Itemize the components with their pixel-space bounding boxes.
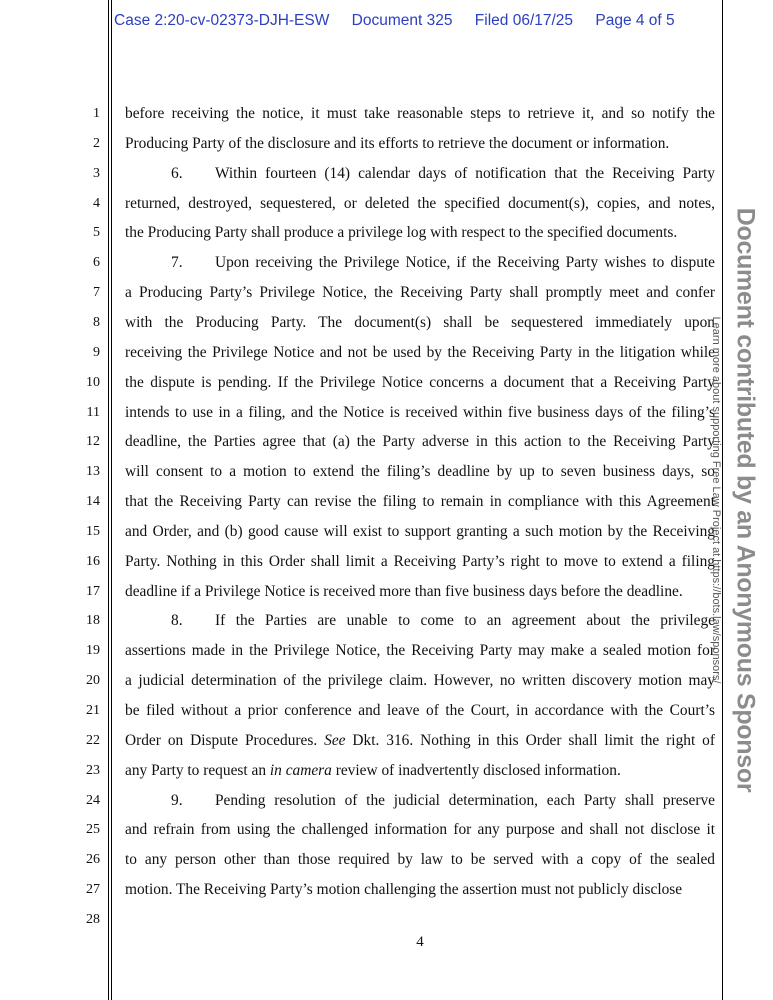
line-number: 26 <box>86 852 100 868</box>
paragraph-number: 8. <box>171 612 183 630</box>
body-line <box>125 404 715 422</box>
body-line <box>125 583 715 601</box>
line-number: 3 <box>93 165 100 181</box>
line-number: 17 <box>86 583 100 599</box>
line-number: 22 <box>86 732 100 748</box>
page-number: 4 <box>416 934 424 950</box>
body-line <box>125 732 715 750</box>
line-number: 23 <box>86 762 100 778</box>
filed-date: Filed 06/17/25 <box>474 12 574 29</box>
line-text: that the Receiving Party can revise the filing to remain in compliance with this Agreement <box>125 493 715 511</box>
body-line <box>125 762 715 780</box>
body-line <box>125 433 715 451</box>
body-line <box>125 344 715 362</box>
line-number: 18 <box>86 613 100 629</box>
line-text-after: review of inadvertently disclosed information. <box>331 761 621 779</box>
watermark-main: Document contributed by an Anonymous Sponsor <box>731 207 760 793</box>
line-number: 19 <box>86 643 100 659</box>
body-line <box>125 195 715 213</box>
line-number: 11 <box>86 404 100 420</box>
body-line <box>125 374 715 392</box>
line-text: Within fourteen (14) calendar days of notification that the Receiving Party <box>215 164 715 182</box>
line-number: 12 <box>86 434 100 450</box>
body-line <box>125 493 715 511</box>
paragraph-number: 6. <box>171 164 183 182</box>
body-line <box>125 702 715 720</box>
line-text: If the Parties are unable to come to an agreement about the privilege <box>215 612 715 630</box>
line-text: any Party to request an <box>125 761 270 779</box>
line-number: 9 <box>93 344 100 360</box>
body-line <box>125 135 715 153</box>
line-number: 15 <box>86 523 100 539</box>
line-text: Order on Dispute Procedures. <box>125 731 325 749</box>
body-line <box>125 612 715 630</box>
line-text: the dispute is pending. If the Privilege Notice concerns a document that a Receiving Party <box>125 373 715 391</box>
body-line <box>125 821 715 839</box>
body-line <box>125 224 715 242</box>
body-line <box>125 553 715 571</box>
line-text: intends to use in a filing, and the Notice is received within five business days of the filing’s <box>125 403 715 421</box>
body-line <box>125 672 715 690</box>
page-count: Page 4 of 5 <box>595 12 675 29</box>
line-number: 7 <box>93 285 100 301</box>
line-number: 10 <box>86 374 100 390</box>
italic-text: in camera <box>269 761 332 779</box>
body-line <box>125 792 715 810</box>
line-text: assertions made in the Privilege Notice, the Receiving Party may make a sealed motion for <box>125 642 715 660</box>
case-number: Case 2:20-cv-02373-DJH-ESW <box>114 12 330 29</box>
line-text: with the Producing Party. The document(s) shall be sequestered immediately upon <box>125 313 715 331</box>
line-number: 6 <box>93 255 100 271</box>
line-number: 5 <box>93 225 100 241</box>
line-text: deadline if a Privilege Notice is received more than five business days before the deadline. <box>125 582 683 600</box>
line-text: motion. The Receiving Party’s motion challenging the assertion must not publicly disclose <box>125 881 683 899</box>
line-text: returned, destroyed, sequestered, or deleted the specified document(s), copies, and notes, <box>125 194 715 212</box>
line-text: be filed without a prior conference and leave of the Court, in accordance with the Court’s <box>125 702 715 719</box>
body-line <box>125 851 715 869</box>
body-line <box>125 284 715 302</box>
line-text: Producing Party of the disclosure and its efforts to retrieve the document or information. <box>125 134 670 152</box>
line-number: 27 <box>86 882 100 898</box>
line-text: receiving the Privilege Notice and not be used by the Receiving Party in the litigation while <box>125 343 715 361</box>
line-text: to any person other than those required by law to be served with a copy of the sealed <box>125 851 715 869</box>
line-text: the Producing Party shall produce a privilege log with respect to the specified documents. <box>125 224 678 242</box>
line-text-after: Dkt. 316. Nothing in this Order shall limit the right of <box>345 731 715 749</box>
body-line <box>125 165 715 183</box>
line-text: deadline, the Parties agree that (a) the Party adverse in this action to the Receiving Party <box>125 433 715 451</box>
left-margin-rule <box>108 0 109 1000</box>
line-text: before receiving the notice, it must take reasonable steps to retrieve it, and so notify the <box>125 105 715 122</box>
body-line <box>125 254 715 272</box>
line-text: will consent to a motion to extend the filing’s deadline by up to seven business days, so <box>125 463 715 481</box>
line-text: a Producing Party’s Privilege Notice, the Receiving Party shall promptly meet and confer <box>125 284 715 302</box>
line-text: and Order, and (b) good cause will exist to support granting a such motion by the Receiving <box>125 522 715 540</box>
line-number: 28 <box>86 911 100 927</box>
line-number: 4 <box>93 195 100 211</box>
line-number: 8 <box>93 314 100 330</box>
paragraph-number: 7. <box>171 254 183 272</box>
line-number: 13 <box>86 464 100 480</box>
body-line <box>125 881 715 899</box>
paragraph-number: 9. <box>171 791 183 809</box>
body-line <box>125 463 715 481</box>
italic-text: See <box>324 731 346 749</box>
line-text: Upon receiving the Privilege Notice, if the Receiving Party wishes to dispute <box>215 254 715 272</box>
body-line <box>125 105 715 123</box>
line-number: 14 <box>86 494 100 510</box>
line-text: a judicial determination of the privilege claim. However, no written discovery motion may <box>125 672 715 690</box>
line-text: and refrain from using the challenged information for any purpose and shall not disclose it <box>125 821 715 839</box>
body-line <box>125 523 715 541</box>
body-line <box>125 642 715 660</box>
line-number: 21 <box>86 703 100 718</box>
line-number: 1 <box>93 106 100 121</box>
line-text: Pending resolution of the judicial determination, each Party shall preserve <box>215 791 715 809</box>
body-line <box>125 314 715 332</box>
watermark-sub: Learn more about supporting Free Law Project at https://bots.law/sponsors/ <box>710 316 722 684</box>
right-margin-rule <box>722 0 723 1000</box>
line-text: Party. Nothing in this Order shall limit a Receiving Party’s right to move to extend a filing <box>125 552 715 570</box>
left-margin-rule-inner <box>111 0 112 1000</box>
document-number: Document 325 <box>351 12 453 29</box>
ecf-header <box>114 12 693 30</box>
line-number: 20 <box>86 673 100 689</box>
line-number: 2 <box>93 135 100 151</box>
line-number: 25 <box>86 822 100 838</box>
line-number: 24 <box>86 792 100 808</box>
line-number: 16 <box>86 553 100 569</box>
